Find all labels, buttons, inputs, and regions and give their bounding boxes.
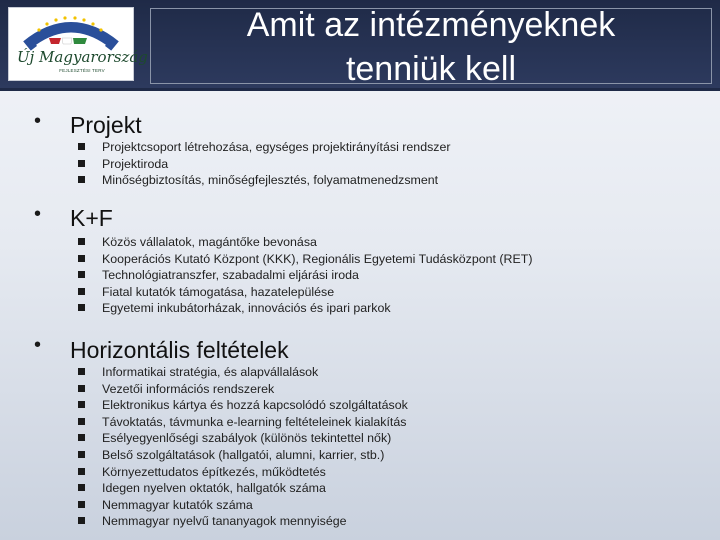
slide-title-line-2: tenniük kell — [345, 50, 517, 84]
list-item: Projektiroda — [78, 156, 451, 173]
square-bullet-icon — [78, 255, 85, 262]
list-item: Minőségbiztosítás, minőségfejlesztés, folyamatmenedzsment — [78, 172, 451, 189]
section-bullet-icon: • — [34, 110, 42, 132]
section-bullet-icon: • — [34, 203, 42, 225]
list-item: Kooperációs Kutató Központ (KKK), Regionális Egyetemi Tudásközpont (RET) — [78, 251, 532, 268]
square-bullet-icon — [78, 468, 85, 475]
list-item: Környezettudatos építkezés, működtetés — [78, 464, 408, 481]
logo-name: Új Magyarország — [17, 48, 148, 66]
list-item: Fiatal kutatók támogatása, hazatelepülése — [78, 284, 532, 301]
list-item: Közös vállalatok, magántőke bevonása — [78, 234, 532, 251]
square-bullet-icon — [78, 434, 85, 441]
section-title-kf: K+F — [70, 205, 113, 231]
section-list-projekt — [78, 139, 451, 189]
title-box — [150, 8, 712, 84]
square-bullet-icon — [78, 160, 85, 167]
square-bullet-icon — [78, 143, 85, 150]
slide-title-line-1: Amit az intézményeknek — [246, 8, 616, 44]
list-item: Technológiatranszfer, szabadalmi eljárási iroda — [78, 267, 532, 284]
square-bullet-icon — [78, 176, 85, 183]
list-item: Távoktatás, távmunka e-learning feltételeinek kialakítás — [78, 414, 408, 431]
square-bullet-icon — [78, 238, 85, 245]
list-item: Vezetői információs rendszerek — [78, 381, 408, 398]
logo — [8, 7, 148, 81]
slide-title — [151, 8, 711, 84]
square-bullet-icon — [78, 288, 85, 295]
section-list-kf — [78, 234, 532, 317]
square-bullet-icon — [78, 517, 85, 524]
list-item: Egyetemi inkubátorházak, innovációs és ipari parkok — [78, 300, 532, 317]
list-item: Elektronikus kártya és hozzá kapcsolódó szolgáltatások — [78, 397, 408, 414]
list-item: Belső szolgáltatások (hallgatói, alumni, karrier, stb.) — [78, 447, 408, 464]
list-item: Idegen nyelven oktatók, hallgatók száma — [78, 480, 408, 497]
square-bullet-icon — [78, 385, 85, 392]
list-item: Nemmagyar nyelvű tananyagok mennyisége — [78, 513, 408, 530]
square-bullet-icon — [78, 484, 85, 491]
section-list-horizontalis — [78, 364, 408, 530]
logo-subtitle: FEJLESZTÉSI TERV — [59, 68, 105, 73]
header-divider — [0, 88, 720, 91]
list-item: Projektcsoport létrehozása, egységes projektirányítási rendszer — [78, 139, 451, 156]
list-item: Informatikai stratégia, és alapvállalások — [78, 364, 408, 381]
square-bullet-icon — [78, 368, 85, 375]
list-item: Nemmagyar kutatók száma — [78, 497, 408, 514]
square-bullet-icon — [78, 418, 85, 425]
list-item: Esélyegyenlőségi szabályok (különös tekintettel nők) — [78, 430, 408, 447]
square-bullet-icon — [78, 451, 85, 458]
square-bullet-icon — [78, 271, 85, 278]
section-bullet-icon: • — [34, 334, 42, 356]
section-title-horizontalis: Horizontális feltételek — [70, 337, 289, 363]
square-bullet-icon — [78, 501, 85, 508]
section-title-projekt: Projekt — [70, 112, 142, 138]
square-bullet-icon — [78, 401, 85, 408]
square-bullet-icon — [78, 304, 85, 311]
